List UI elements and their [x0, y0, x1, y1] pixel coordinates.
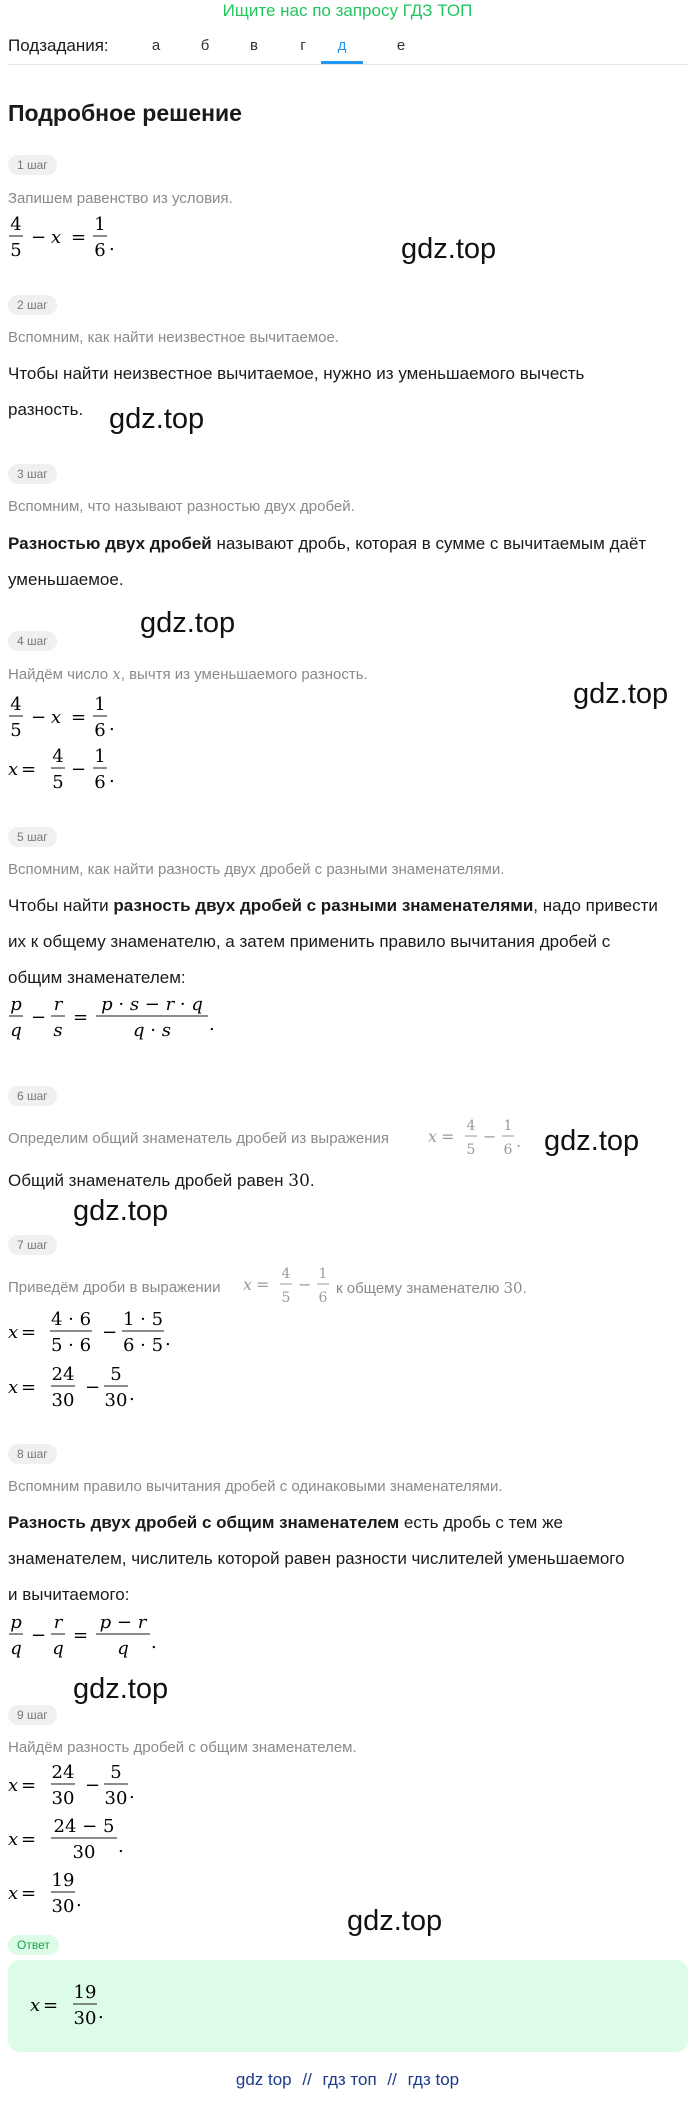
- svg-text:−: −: [85, 1377, 101, 1398]
- watermark: gdz.top: [544, 1125, 640, 1157]
- svg-text:30: 30: [51, 1788, 75, 1809]
- svg-text:=: =: [441, 1127, 455, 1146]
- footer-link[interactable]: гдз топ: [322, 2070, 377, 2089]
- svg-text:24: 24: [51, 1364, 75, 1385]
- svg-text:1 · 5: 1 · 5: [122, 1309, 164, 1330]
- step-hint: Вспомним правило вычитания дробей с одинаковыми знаменателями.: [8, 1478, 503, 1495]
- svg-text:19: 19: [73, 1982, 97, 2003]
- formula-step7-line1: [8, 1305, 188, 1361]
- step-badge: 4 шаг: [8, 631, 57, 651]
- svg-text:x: x: [8, 1883, 19, 1904]
- step-hint: Определим общий знаменатель дробей из выражения: [8, 1130, 390, 1147]
- svg-text:x: x: [30, 1995, 41, 2016]
- svg-text:x: x: [51, 227, 62, 248]
- svg-text:30: 30: [104, 1390, 128, 1411]
- step-text: Разность двух дробей с общим знаменателем есть дробь с тем же знаменателем, числитель которой равен разности числителей уменьшаемого и вычитаемого:: [8, 1513, 625, 1604]
- svg-text:4: 4: [52, 746, 64, 767]
- svg-text:p: p: [10, 1612, 22, 1633]
- formula-step4-line2: [8, 742, 128, 798]
- svg-text:5: 5: [466, 1142, 476, 1158]
- svg-text:6: 6: [318, 1290, 328, 1306]
- watermark: gdz.top: [573, 678, 669, 710]
- svg-text:4: 4: [10, 694, 22, 715]
- svg-text:p: p: [10, 994, 22, 1015]
- svg-text:6: 6: [503, 1142, 513, 1158]
- svg-text:6: 6: [94, 772, 106, 793]
- formula-inline-step6: [428, 1112, 528, 1162]
- watermark: gdz.top: [401, 233, 497, 265]
- watermark: gdz.top: [73, 1673, 169, 1705]
- step-badge: 7 шаг: [8, 1235, 57, 1255]
- subtask-tabs: [8, 28, 688, 65]
- svg-text:p − r: p − r: [99, 1612, 147, 1633]
- step-text: Чтобы найти неизвестное вычитаемое, нужно из уменьшаемого вычесть разность.: [8, 364, 585, 419]
- svg-text:−: −: [102, 1322, 118, 1343]
- svg-text:6: 6: [94, 240, 106, 261]
- svg-text:19: 19: [51, 1870, 75, 1891]
- tab-v[interactable]: в: [250, 37, 258, 54]
- svg-text:.: .: [98, 2002, 104, 2023]
- step-badge: 5 шаг: [8, 827, 57, 847]
- svg-text:.: .: [129, 1384, 135, 1405]
- svg-text:.: .: [76, 1890, 82, 1911]
- svg-text:r: r: [53, 994, 63, 1015]
- svg-text:−: −: [31, 1625, 47, 1646]
- step-badge: 2 шаг: [8, 295, 57, 315]
- formula-inline-step7: [243, 1260, 343, 1310]
- svg-text:x: x: [8, 1775, 19, 1796]
- svg-text:6 · 5: 6 · 5: [122, 1335, 164, 1356]
- step-text: Общий знаменатель дробей равен 30.: [8, 1171, 315, 1191]
- answer-formula: [30, 1978, 140, 2034]
- svg-text:30: 30: [104, 1788, 128, 1809]
- svg-text:x: x: [8, 759, 19, 780]
- svg-text:1: 1: [94, 214, 106, 235]
- svg-text:−: −: [31, 707, 47, 728]
- tab-a[interactable]: а: [151, 37, 161, 54]
- svg-text:q: q: [10, 1638, 22, 1659]
- svg-text:−: −: [298, 1275, 312, 1294]
- step-badge: 9 шаг: [8, 1705, 57, 1725]
- svg-text:s: s: [53, 1020, 63, 1041]
- svg-text:=: =: [21, 1775, 37, 1796]
- svg-text:=: =: [73, 1625, 89, 1646]
- step-hint: Найдём число x, вычтя из уменьшаемого разность.: [8, 665, 368, 683]
- svg-text:r: r: [53, 1612, 63, 1633]
- formula-step9-line2: [8, 1812, 158, 1868]
- step-badge: 1 шаг: [8, 155, 57, 175]
- answer-box: [8, 1960, 688, 2052]
- svg-text:=: =: [256, 1275, 270, 1294]
- footer-link[interactable]: гдз top: [407, 2070, 460, 2089]
- svg-text:1: 1: [318, 1266, 328, 1282]
- watermark: gdz.top: [347, 1905, 443, 1937]
- svg-text:5: 5: [281, 1290, 291, 1306]
- watermark: gdz.top: [73, 1195, 169, 1227]
- svg-text:4: 4: [281, 1266, 291, 1282]
- step-badge: 6 шаг: [8, 1086, 57, 1106]
- svg-text:.: .: [209, 1014, 215, 1035]
- formula-step9-line3: [8, 1866, 118, 1922]
- svg-text:q: q: [117, 1638, 129, 1659]
- svg-text:1: 1: [503, 1118, 513, 1134]
- svg-text:=: =: [43, 1995, 59, 2016]
- svg-text:5 · 6: 5 · 6: [50, 1335, 92, 1356]
- footer-separator: //: [387, 2070, 397, 2089]
- svg-text:x: x: [8, 1377, 19, 1398]
- svg-text:.: .: [118, 1836, 124, 1857]
- svg-text:x: x: [8, 1829, 19, 1850]
- svg-text:x: x: [8, 1322, 19, 1343]
- svg-text:p · s − r · q: p · s − r · q: [101, 994, 203, 1015]
- step-text: Чтобы найти разность двух дробей с разными знаменателями, надо привести их к общему знаменателю, а затем применить правило вычитания дробей с общим знаменателем:: [8, 896, 658, 987]
- step-hint: Запишем равенство из условия.: [8, 190, 233, 207]
- svg-text:q: q: [52, 1638, 64, 1659]
- svg-text:30: 30: [51, 1390, 75, 1411]
- svg-text:x: x: [428, 1127, 438, 1146]
- svg-text:6: 6: [94, 720, 106, 741]
- step-hint: Приведём дроби в выражении: [8, 1279, 221, 1296]
- answer-badge: Ответ: [8, 1935, 59, 1955]
- step-badge: 8 шаг: [8, 1444, 57, 1464]
- tab-g[interactable]: г: [300, 37, 306, 54]
- svg-text:1: 1: [94, 746, 106, 767]
- formula-rule-different-denominators: [8, 990, 228, 1046]
- svg-text:−: −: [71, 759, 87, 780]
- svg-text:1: 1: [94, 694, 106, 715]
- svg-text:=: =: [73, 1007, 89, 1028]
- svg-text:=: =: [21, 1829, 37, 1850]
- svg-text:=: =: [21, 1322, 37, 1343]
- svg-text:=: =: [71, 227, 87, 248]
- svg-text:=: =: [21, 1883, 37, 1904]
- svg-text:5: 5: [110, 1762, 122, 1783]
- svg-text:30: 30: [51, 1896, 75, 1917]
- step-hint: Вспомним, как найти разность двух дробей с разными знаменателями.: [8, 861, 505, 878]
- svg-text:24 − 5: 24 − 5: [53, 1816, 115, 1837]
- formula-rule-common-denominator: [8, 1608, 178, 1664]
- step-hint: Вспомним, как найти неизвестное вычитаемое.: [8, 329, 340, 346]
- step-hint-continuation: к общему знаменателю 30.: [336, 1279, 527, 1297]
- svg-text:5: 5: [110, 1364, 122, 1385]
- svg-text:.: .: [109, 766, 115, 787]
- step-hint: Вспомним, что называют разностью двух дробей.: [8, 498, 355, 515]
- step-badge: 3 шаг: [8, 464, 57, 484]
- search-hint-banner: Ищите нас по запросу ГДЗ ТОП: [222, 1, 473, 20]
- svg-text:q · s: q · s: [133, 1020, 171, 1041]
- svg-text:.: .: [151, 1632, 157, 1653]
- tab-b[interactable]: б: [200, 37, 210, 54]
- step-text: Разностью двух дробей называют дробь, которая в сумме с вычитаемым даёт уменьшаемое.: [8, 534, 647, 589]
- svg-text:x: x: [243, 1275, 253, 1294]
- tab-e[interactable]: е: [396, 37, 406, 54]
- svg-text:x: x: [51, 707, 62, 728]
- watermark: gdz.top: [140, 607, 236, 639]
- footer-link[interactable]: gdz top: [235, 2070, 292, 2089]
- svg-text:5: 5: [10, 240, 22, 261]
- step-hint: Найдём разность дробей с общим знаменателем.: [8, 1739, 357, 1756]
- svg-text:=: =: [71, 707, 87, 728]
- tab-d[interactable]: д: [321, 28, 363, 64]
- svg-text:.: .: [165, 1329, 171, 1350]
- formula-step7-line2: [8, 1360, 158, 1416]
- svg-text:24: 24: [51, 1762, 75, 1783]
- svg-text:.: .: [109, 714, 115, 735]
- svg-text:5: 5: [10, 720, 22, 741]
- svg-text:.: .: [129, 1782, 135, 1803]
- formula-step9-line1: [8, 1758, 158, 1814]
- svg-text:−: −: [31, 227, 47, 248]
- svg-text:4 · 6: 4 · 6: [50, 1309, 92, 1330]
- svg-text:4: 4: [10, 214, 22, 235]
- svg-text:q: q: [10, 1020, 22, 1041]
- svg-text:=: =: [21, 1377, 37, 1398]
- svg-text:30: 30: [73, 2008, 97, 2029]
- watermark: gdz.top: [109, 403, 205, 435]
- formula-step4-line1: [8, 690, 128, 746]
- footer-separator: //: [302, 2070, 312, 2089]
- svg-text:−: −: [31, 1007, 47, 1028]
- footer-links: [0, 2070, 695, 2090]
- svg-text:−: −: [85, 1775, 101, 1796]
- svg-text:.: .: [109, 234, 115, 255]
- svg-text:5: 5: [52, 772, 64, 793]
- subtasks-label: Подзадания:: [8, 36, 109, 55]
- formula-step1: [8, 210, 128, 266]
- svg-text:30: 30: [72, 1842, 96, 1863]
- svg-text:.: .: [516, 1132, 522, 1151]
- svg-text:4: 4: [466, 1118, 476, 1134]
- svg-text:=: =: [21, 759, 37, 780]
- page-title: Подробное решение: [8, 100, 242, 126]
- svg-text:−: −: [483, 1127, 497, 1146]
